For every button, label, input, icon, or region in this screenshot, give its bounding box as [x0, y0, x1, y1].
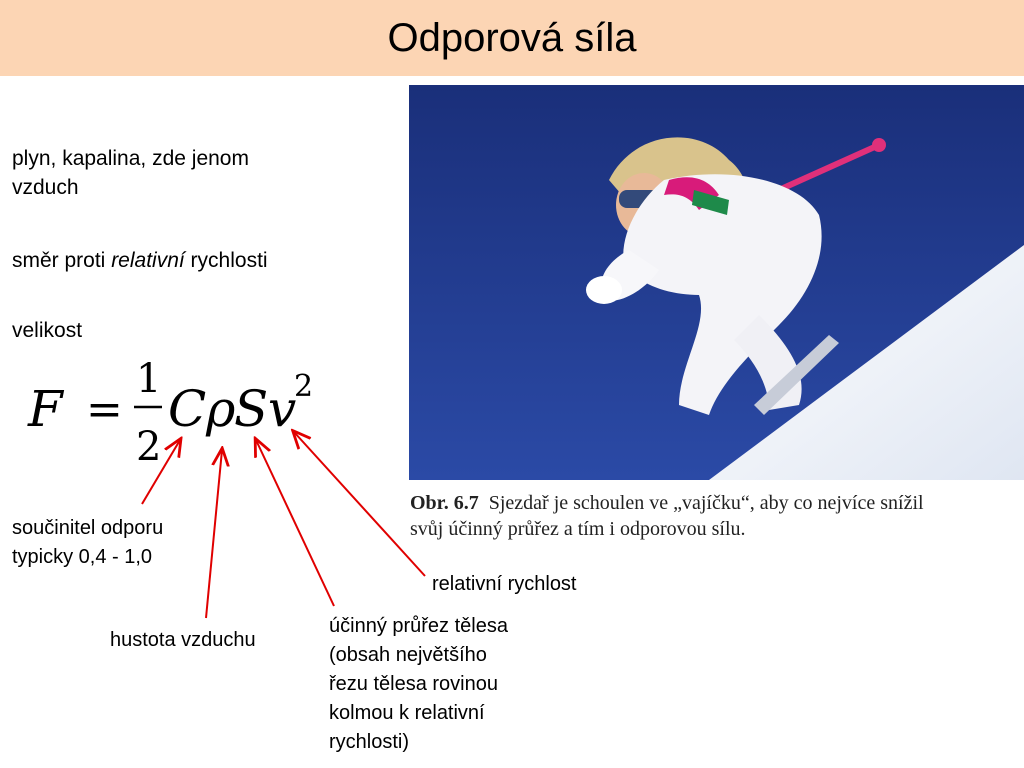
skier-photo	[409, 85, 1024, 480]
area-label-line-2: (obsah největšího	[329, 644, 487, 666]
medium-text	[12, 144, 249, 202]
direction-post: rychlosti	[184, 249, 268, 272]
skier-glove	[586, 276, 622, 304]
figure-caption	[410, 490, 1024, 542]
caption-text-1: Sjezdař je schoulen ve „vajíčku“, aby co nejvíce snížil	[488, 492, 924, 514]
formula-velocity: v	[268, 380, 297, 438]
formula-equals: =	[86, 384, 123, 435]
density-label: hustota vzduchu	[110, 629, 256, 651]
direction-emphasis: relativní	[111, 249, 185, 272]
drag-formula	[24, 352, 324, 472]
caption-line-2: svůj účinný průřez a tím i odporovou sílu.	[410, 518, 746, 540]
formula-density: ρ	[206, 380, 236, 438]
area-label-line-5: rychlosti)	[329, 731, 410, 753]
direction-pre: směr proti	[12, 249, 112, 272]
medium-line-2: vzduch	[12, 176, 79, 199]
coefficient-label-line-1: součinitel odporu	[12, 517, 164, 539]
arrow-to-density	[206, 450, 222, 618]
caption-label: Obr. 6.7	[410, 492, 479, 514]
area-label	[329, 612, 508, 757]
area-label-line-3: řezu tělesa rovinou	[329, 673, 498, 695]
formula-area: S	[234, 380, 269, 438]
skier-illustration	[409, 85, 1024, 480]
area-label-line-1: účinný průřez tělesa	[329, 615, 508, 637]
direction-text	[12, 246, 268, 275]
caption-line-1	[410, 490, 1024, 516]
slide-title: Odporová síla	[387, 15, 637, 60]
velocity-label: relativní rychlost	[432, 573, 577, 595]
formula-coefficient: C	[168, 380, 207, 438]
formula-denominator: 2	[136, 424, 162, 470]
area-label-line-4: kolmou k relativní	[329, 702, 485, 724]
title-bar	[0, 0, 1024, 76]
formula-force: F	[28, 380, 63, 438]
coefficient-label	[12, 514, 163, 572]
medium-line-1: plyn, kapalina, zde jenom	[12, 147, 249, 170]
magnitude-text: velikost	[12, 319, 83, 342]
coefficient-label-line-2: typicky 0,4 - 1,0	[12, 546, 153, 568]
formula-exponent: 2	[294, 369, 314, 404]
pole-tip	[872, 138, 886, 152]
formula-numerator: 1	[136, 356, 162, 402]
